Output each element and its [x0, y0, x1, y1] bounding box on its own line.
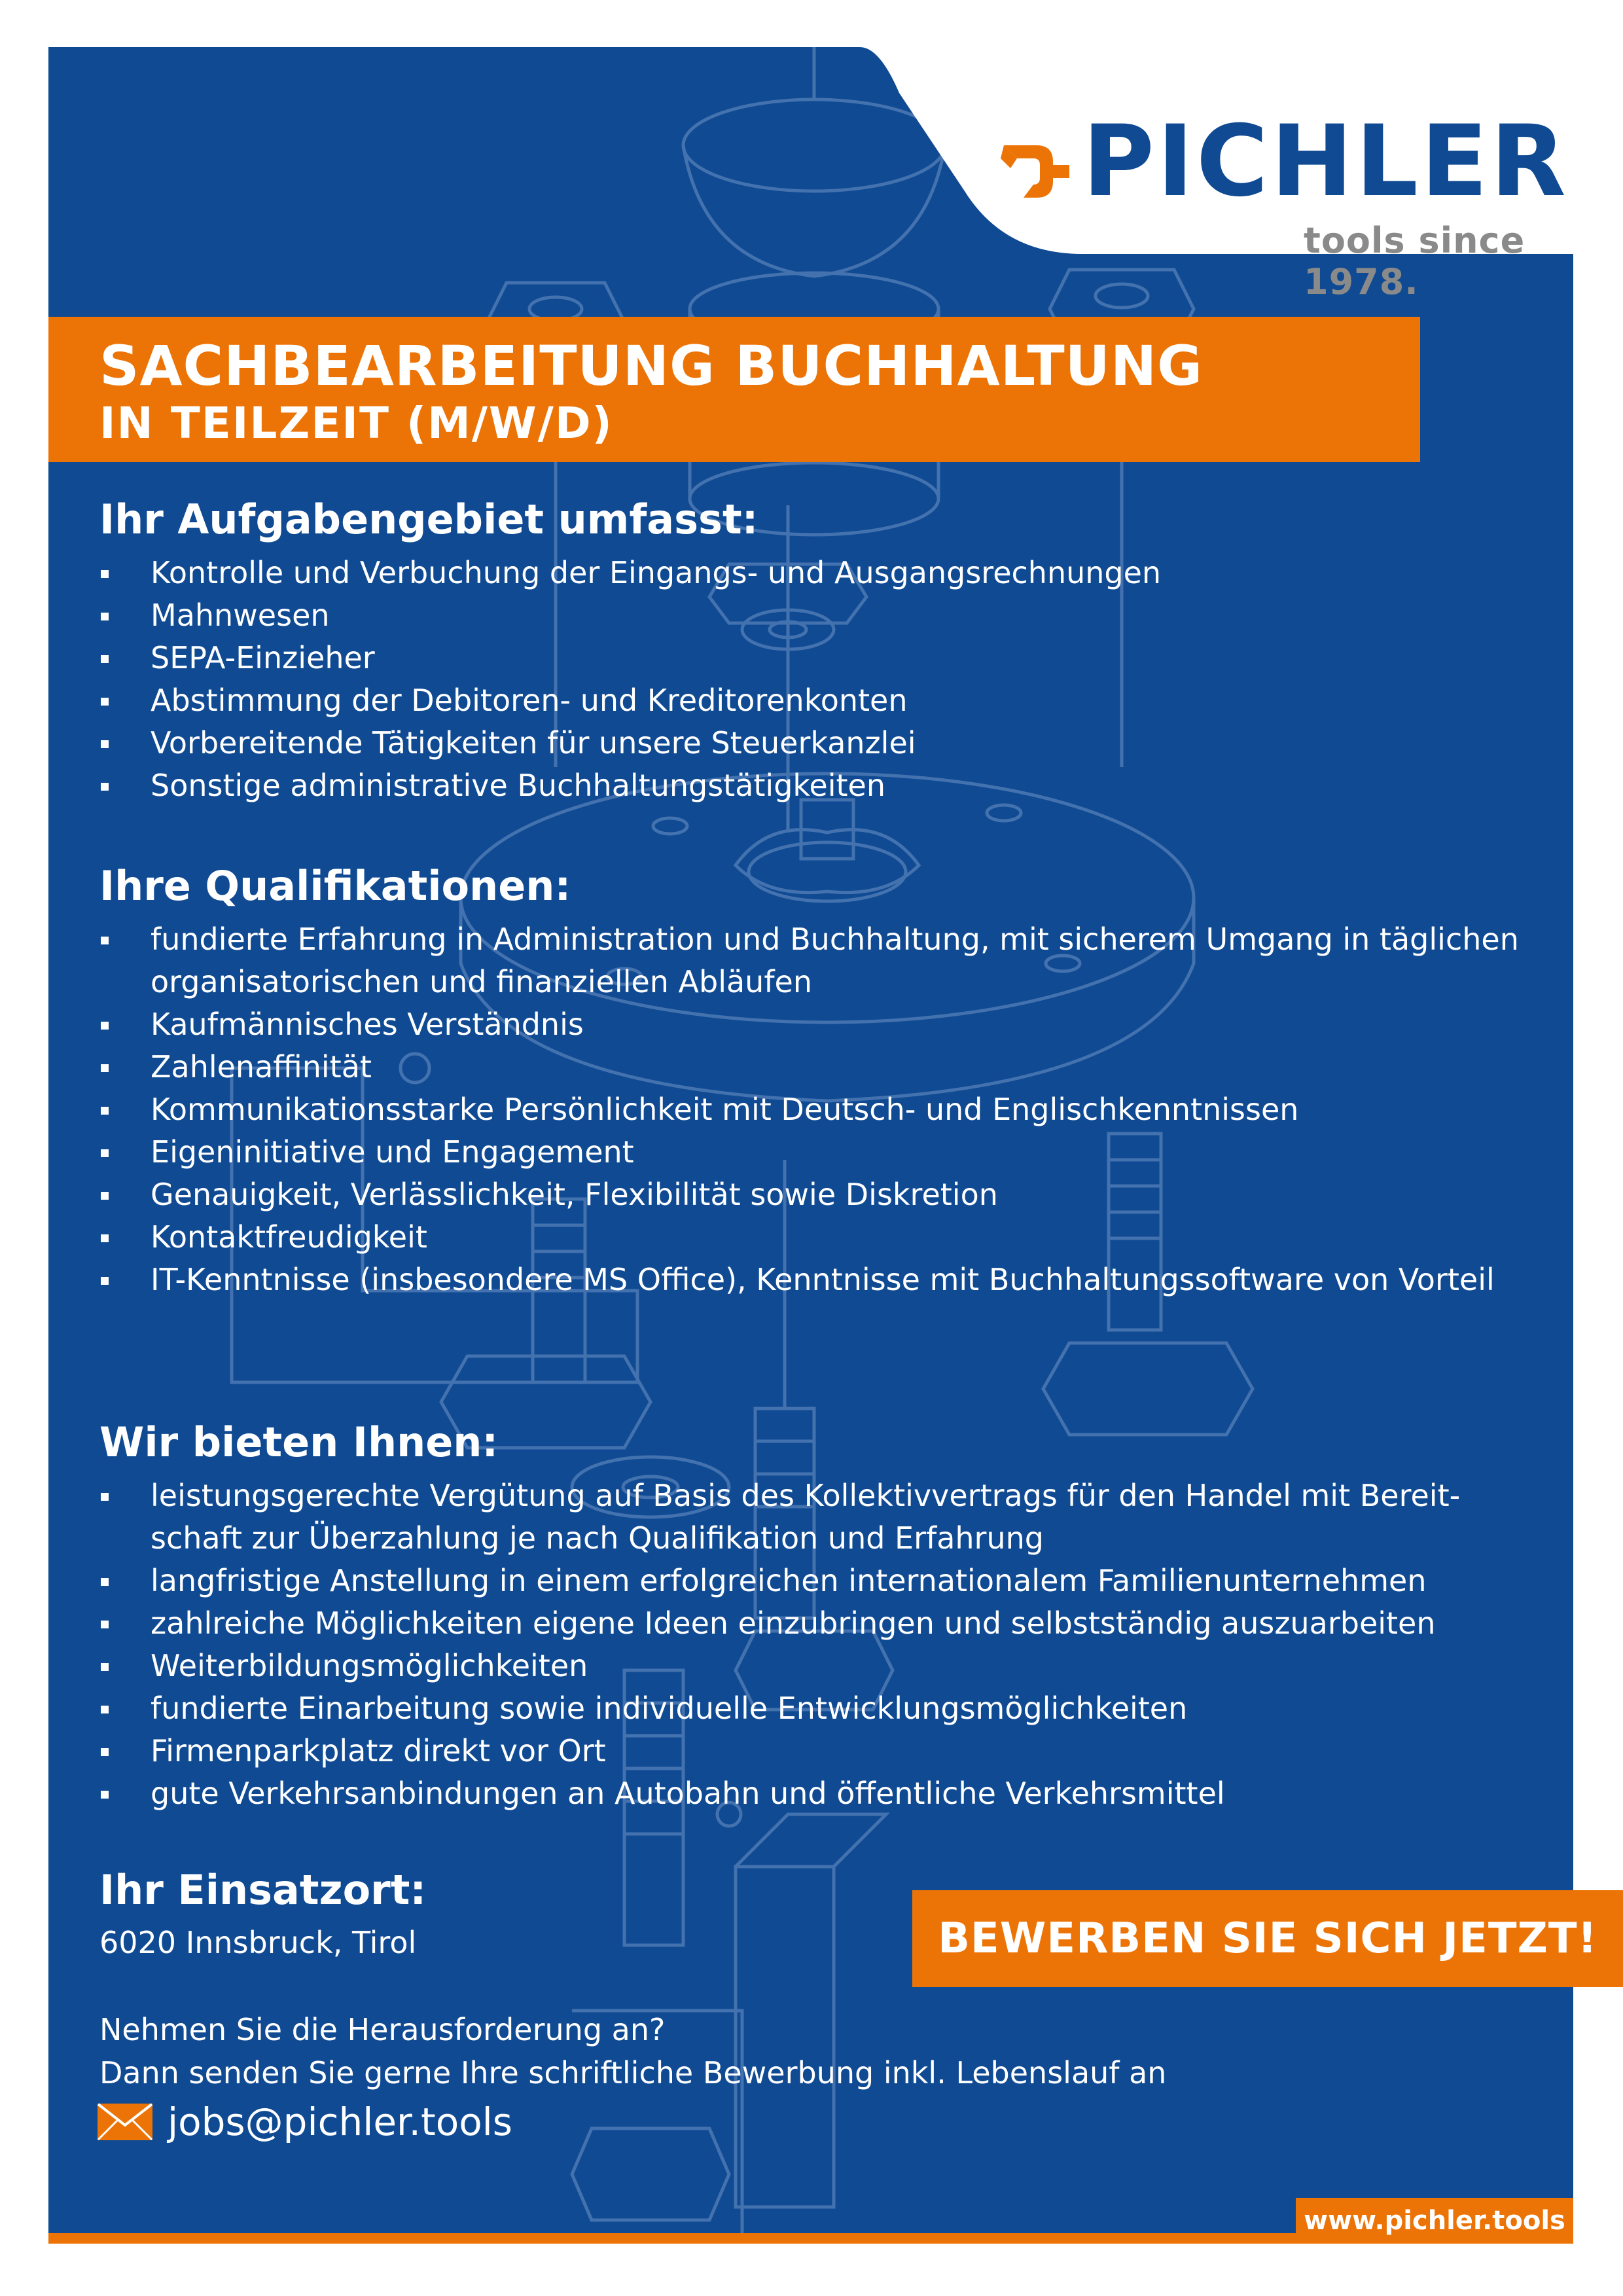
call-to-action — [99, 2008, 1166, 2094]
job-subtitle: IN TEILZEIT (M/W/D) — [99, 398, 613, 448]
location-heading: Ihr Einsatzort: — [99, 1866, 427, 1914]
list-item: langfristige Anstellung in einem erfolgreichen internationalem Familienunternehmen — [99, 1560, 1539, 1602]
list-item: zahlreiche Möglichkeiten eigene Ideen einzubringen und selbstständig auszuarbeiten — [99, 1602, 1539, 1645]
qualifications-heading: Ihre Qualifikationen: — [99, 862, 571, 910]
list-item: Firmenparkplatz direkt vor Ort — [99, 1730, 1539, 1772]
list-item: IT-Kenntnisse (insbesondere MS Office), Kenntnisse mit Buchhaltungssoftware von Vorteil — [99, 1259, 1539, 1301]
job-title-banner — [48, 317, 1420, 462]
list-item: Genauigkeit, Verlässlichkeit, Flexibilität sowie Diskretion — [99, 1174, 1539, 1216]
apply-now-label: BEWERBEN SIE SICH JETZT! — [938, 1914, 1597, 1963]
website-link[interactable]: www.pichler.tools — [1304, 2206, 1565, 2236]
list-item: Kommunikationsstarke Persönlichkeit mit Deutsch- und Englischkenntnissen — [99, 1088, 1539, 1131]
list-item: Kaufmännisches Verständnis — [99, 1003, 1539, 1046]
envelope-icon — [97, 2103, 153, 2141]
apply-now-banner — [912, 1890, 1623, 1987]
tasks-list — [99, 552, 1539, 807]
contact-email[interactable] — [97, 2100, 512, 2144]
list-item: Eigeninitiative und Engagement — [99, 1131, 1539, 1174]
wrench-logo-icon — [997, 132, 1076, 211]
list-item: Abstimmung der Debitoren- und Kreditorenkonten — [99, 679, 1539, 722]
list-item: Weiterbildungsmöglichkeiten — [99, 1645, 1539, 1687]
qualifications-list — [99, 918, 1539, 1301]
email-link[interactable]: jobs@pichler.tools — [168, 2100, 513, 2144]
list-item: Vorbereitende Tätigkeiten für unsere Steuerkanzlei — [99, 722, 1539, 764]
list-item: leistungsgerechte Vergütung auf Basis des Kollektivvertrags für den Handel mit Bereit-schaft zur Überzahlung je nach Qualifikation und Erfahrung — [99, 1475, 1539, 1560]
offer-heading: Wir bieten Ihnen: — [99, 1418, 499, 1466]
offer-section — [99, 1419, 1539, 1815]
list-item: gute Verkehrsanbindungen an Autobahn und öffentliche Verkehrsmittel — [99, 1772, 1539, 1815]
brand-name: PICHLER — [1082, 105, 1569, 219]
list-item: fundierte Erfahrung in Administration und Buchhaltung, mit sicherem Umgang in täglichen organisatorischen und finanziellen Abläufen — [99, 918, 1539, 1003]
list-item: Kontrolle und Verbuchung der Eingangs- und Ausgangsrechnungen — [99, 552, 1539, 594]
list-item: Mahnwesen — [99, 594, 1539, 637]
tasks-heading: Ihr Aufgabengebiet umfasst: — [99, 495, 758, 543]
list-item: Zahlenaffinität — [99, 1046, 1539, 1088]
offer-list — [99, 1475, 1539, 1815]
list-item: Kontaktfreudigkeit — [99, 1216, 1539, 1259]
cta-line-2: Dann senden Sie gerne Ihre schriftliche Bewerbung inkl. Lebenslauf an — [99, 2055, 1167, 2090]
qualifications-section — [99, 863, 1539, 1301]
website-badge[interactable] — [1296, 2198, 1573, 2244]
brand-tagline: tools since 1978. — [1304, 220, 1525, 302]
location-text: 6020 Innsbruck, Tirol — [99, 1925, 417, 1961]
list-item: Sonstige administrative Buchhaltungstätigkeiten — [99, 764, 1539, 807]
list-item: SEPA-Einzieher — [99, 637, 1539, 679]
tasks-section — [99, 496, 1539, 807]
job-title: SACHBEARBEITUNG BUCHHALTUNG — [99, 334, 1204, 398]
cta-line-1: Nehmen Sie die Herausforderung an? — [99, 2012, 666, 2047]
list-item: fundierte Einarbeitung sowie individuelle Entwicklungsmöglichkeiten — [99, 1687, 1539, 1730]
